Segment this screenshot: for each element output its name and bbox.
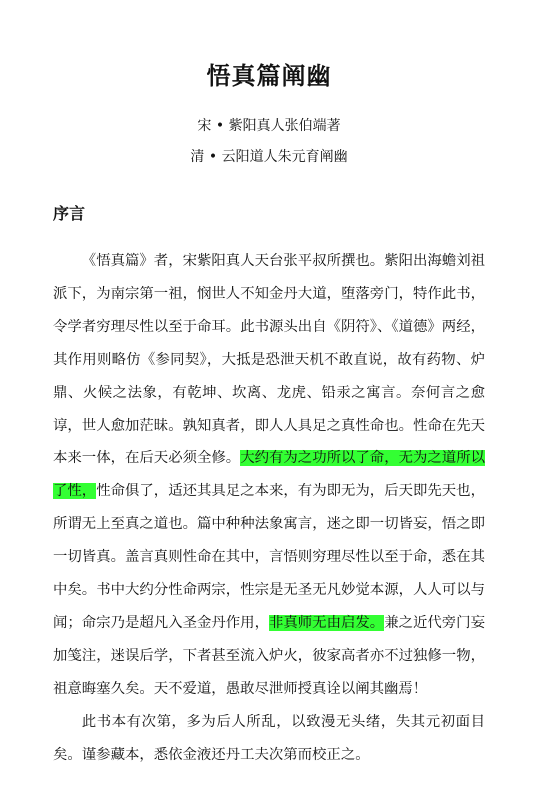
commentator-byline: 清 • 云阳道人朱元育阐幽 — [190, 149, 348, 165]
paragraph-2: 此书本有次第，多为后人所乱，以致漫无头绪，失其元初面目矣。谨参藏本，悉依金液还丹工夫次第而校正之。 — [53, 713, 485, 763]
highlighted-text-1: 大约有为之功所以了命，无为之道所以了性， — [53, 450, 485, 500]
paragraph-1-text-b: 性命俱了，适还其具足之本来，有为即无为，后天即先天也，所谓无上至真之道也。篇中种种法象寓言，迷之即一切皆妄，悟之即一切皆真。盖言真则性命在其中，言悟则穷理尽性以至于命，悉在其中矣。书中大约分性命两宗，性宗是无圣无凡妙觉本源，人人可以与闻；命宗乃是超凡入圣金丹作用， — [53, 483, 485, 631]
paragraph-1-text-a: 《悟真篇》者，宋紫阳真人天台张平叔所撰也。紫阳出海蟾刘祖派下，为南宗第一祖，悯世人不知金丹大道，堕落旁门，特作此书，令学者穷理尽性以至于命耳。此书源头出自《阴符》、《道德》两经，其作用则略仿《参同契》，大抵是恐泄天机不敢直说，故有药物、炉鼎、火候之法象，有乾坤、坎离、龙虎、铅汞之寓言。奈何言之愈谆，世人愈加茫昧。孰知真者，即人人具足之真性命也。性命在先天本来一体，在后天必须全修。 — [53, 253, 485, 467]
paragraph-1 — [53, 245, 485, 706]
paragraph-1-text-c: 兼之近代旁门妄加笺注，迷误后学，下者甚至流入炉火，彼家高者亦不过独修一物，祖意晦塞久矣。天不爱道，愚敢尽泄师授真诠以阐其幽焉！ — [53, 614, 485, 697]
author-byline: 宋 • 紫阳真人张伯端著 — [197, 118, 341, 134]
page-title: 悟真篇阐幽 — [206, 61, 332, 90]
section-heading: 序言 — [53, 204, 86, 223]
body-text — [53, 245, 485, 772]
highlighted-text-2: 非真师无由启发。 — [268, 614, 385, 631]
